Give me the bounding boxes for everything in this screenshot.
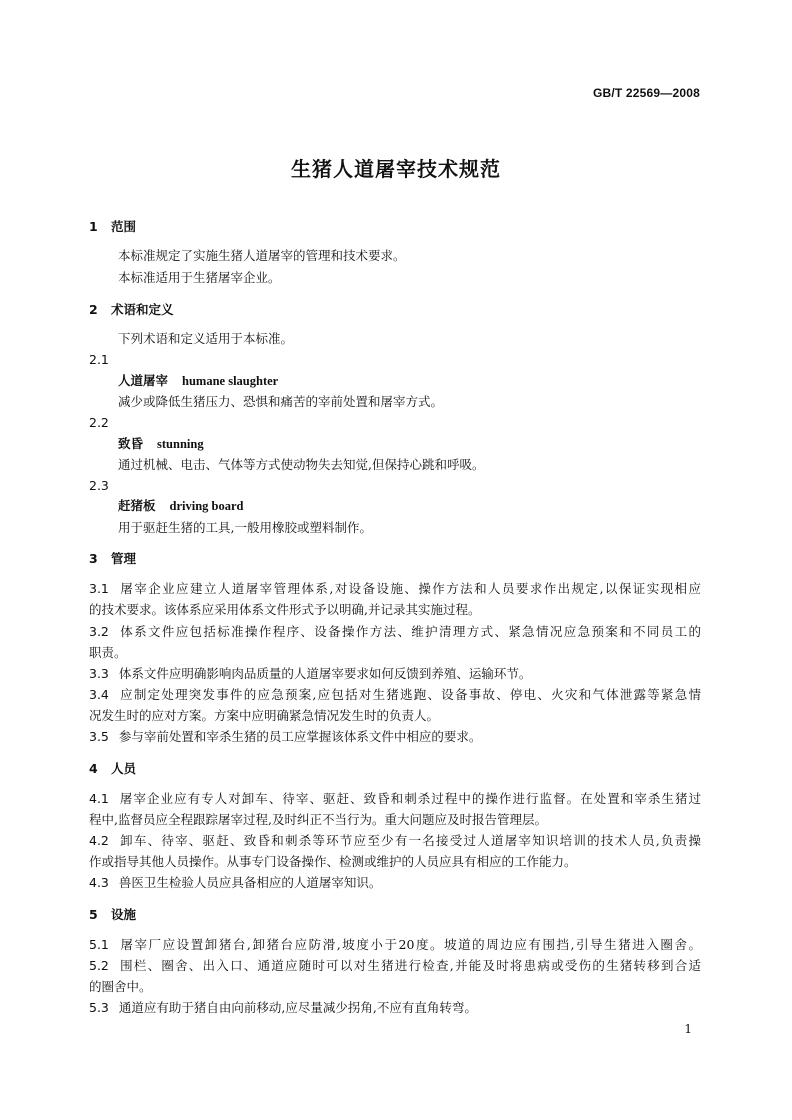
paragraph: 下列术语和定义适用于本标准。: [118, 331, 294, 346]
clause: [89, 791, 701, 807]
clause-number: 5.1: [89, 937, 109, 952]
term-zh: 赶猪板: [118, 498, 156, 513]
clause-number: 4.1: [89, 791, 109, 806]
section-number: 1: [89, 219, 98, 234]
term-definition: 用于驱赶生猪的工具,一般用橡胶或塑料制作。: [118, 520, 372, 535]
clause-continuation: 职责。: [89, 645, 127, 660]
section-heading-facilities: [89, 907, 136, 923]
term-entry: [118, 373, 278, 389]
clause-continuation: 况发生时的应对方案。方案中应明确紧急情况发生时的负责人。: [89, 708, 440, 723]
clause-continuation: 作或指导其他人员操作。从事专门设备操作、检测或维护的人员应具有相应的工作能力。: [89, 854, 577, 869]
clause-text: 体系文件应包括标准操作程序、设备操作方法、维护清理方式、紧急情况应急预案和不同员工的: [118, 624, 701, 639]
clause-number: 3.3: [89, 666, 109, 681]
section-heading-management: [89, 551, 136, 567]
clause-text: 兽医卫生检验人员应具备相应的人道屠宰知识。: [118, 875, 382, 890]
clause-text: 屠宰企业应建立人道屠宰管理体系,对设备设施、操作方法和人员要求作出规定,以保证实现相应: [118, 581, 701, 596]
document-title: 生猪人道屠宰技术规范: [291, 157, 501, 181]
section-heading-personnel: [89, 761, 136, 777]
term-definition: 通过机械、电击、气体等方式使动物失去知觉,但保持心跳和呼吸。: [118, 457, 485, 472]
clause-number: 3.5: [89, 729, 109, 744]
clause-number: 5.3: [89, 1000, 109, 1015]
clause-number: 4.3: [89, 875, 109, 890]
term-number: 2.1: [89, 352, 109, 367]
clause-number: 3.2: [89, 624, 109, 639]
clause-text: 卸车、待宰、驱赶、致昏和刺杀等环节应至少有一名接受过人道屠宰知识培训的技术人员,负责操: [118, 833, 701, 848]
clause: [89, 624, 701, 640]
term-en: stunning: [157, 437, 204, 451]
clause-text: 体系文件应明确影响肉品质量的人道屠宰要求如何反馈到养殖、运输环节。: [118, 666, 532, 681]
clause: [89, 581, 701, 597]
paragraph: 本标准规定了实施生猪人道屠宰的管理和技术要求。: [118, 248, 406, 263]
term-number: 2.2: [89, 415, 109, 430]
term-number: 2.3: [89, 478, 109, 493]
section-number: 5: [89, 907, 98, 922]
term-entry: [118, 436, 204, 452]
clause: [89, 1000, 477, 1016]
section-title: 设施: [111, 907, 137, 922]
term-entry: [118, 498, 244, 514]
term-en: humane slaughter: [182, 374, 279, 388]
clause-text: 通道应有助于猪自由向前移动,应尽量减少拐角,不应有直角转弯。: [118, 1000, 477, 1015]
section-title: 管理: [111, 551, 137, 566]
clause: [89, 937, 701, 953]
standard-code: GB/T 22569—2008: [592, 86, 700, 100]
section-title: 范围: [111, 219, 137, 234]
section-heading-scope: [89, 219, 136, 235]
clause-text: 应制定处理突发事件的应急预案,应包括对生猪逃跑、设备事故、停电、火灾和气体泄露等紧急情: [118, 687, 701, 702]
clause: [89, 833, 701, 849]
clause-continuation: 的技术要求。该体系应采用体系文件形式予以明确,并记录其实施过程。: [89, 602, 481, 617]
section-heading-terms: [89, 302, 174, 318]
clause: [89, 729, 481, 745]
clause-number: 3.1: [89, 581, 109, 596]
clause-continuation: 的圈舍中。: [89, 979, 152, 994]
clause-text: 屠宰厂应设置卸猪台,卸猪台应防滑,坡度小于20度。坡道的周边应有围挡,引导生猪进入圈舍。: [118, 937, 701, 952]
paragraph: 本标准适用于生猪屠宰企业。: [118, 270, 281, 285]
term-definition: 减少或降低生猪压力、恐惧和痛苦的宰前处置和屠宰方式。: [118, 394, 444, 409]
clause-number: 4.2: [89, 833, 109, 848]
section-number: 3: [89, 551, 98, 566]
clause-text: 参与宰前处置和宰杀生猪的员工应掌握该体系文件中相应的要求。: [118, 729, 482, 744]
clause-text: 围栏、圈舍、出入口、通道应随时可以对生猪进行检查,并能及时将患病或受伤的生猪转移到合适: [118, 958, 701, 973]
section-title: 术语和定义: [111, 302, 174, 317]
clause-number: 3.4: [89, 687, 109, 702]
section-title: 人员: [111, 761, 137, 776]
page-number: 1: [684, 1022, 692, 1036]
clause-continuation: 程中,监督员应全程跟踪屠宰过程,及时纠正不当行为。重大问题应及时报告管理层。: [89, 812, 547, 827]
term-zh: 人道屠宰: [118, 373, 169, 388]
section-number: 2: [89, 302, 98, 317]
clause-number: 5.2: [89, 958, 109, 973]
section-number: 4: [89, 761, 98, 776]
clause-text: 屠宰企业应有专人对卸车、待宰、驱赶、致昏和刺杀过程中的操作进行监督。在处置和宰杀生猪过: [118, 791, 701, 806]
clause: [89, 875, 381, 891]
clause: [89, 958, 701, 974]
clause: [89, 666, 531, 682]
clause: [89, 687, 701, 703]
term-zh: 致昏: [118, 436, 144, 451]
term-en: driving board: [169, 499, 244, 513]
